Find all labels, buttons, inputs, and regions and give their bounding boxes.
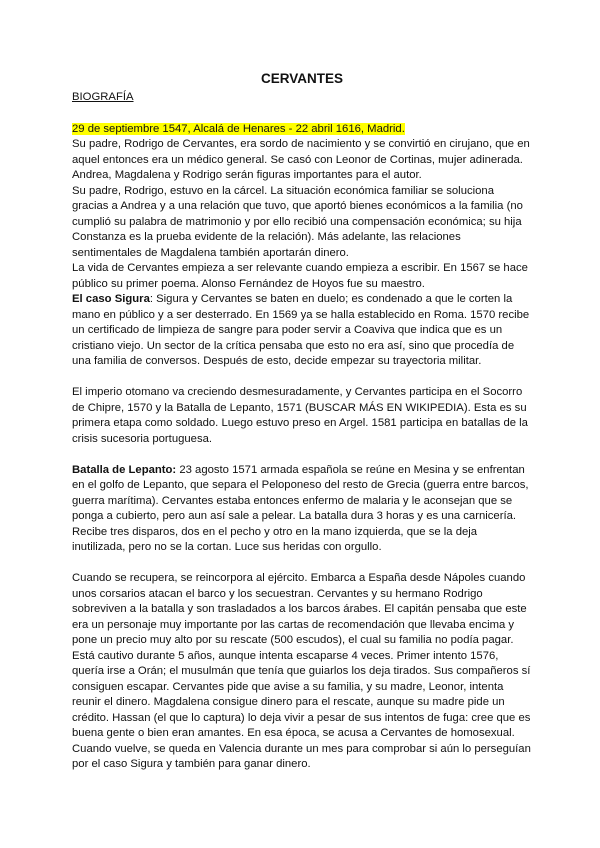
text-lepanto: 23 agosto 1571 armada española se reúne en Mesina y se enfrentan en el golfo de Lepanto, que separa el Peloponeso del resto de Grecia (guerra entre barcos, guerra marítima). Cervantes estaba entonces enfermo de malaria y le aconsejan que se ponga a cubierto, pero aun así sale a pelear. La batalla dura 3 horas y es una carnicería. Recibe tres disparos, dos en el pecho y otro en la mano izquierda, que se la deja inutilizada, pero no se la cortan. Luce sus heridas con orgullo. (72, 463, 529, 553)
text-caso-sigura: : Sigura y Cervantes se baten en duelo; es condenado a que le corten la mano en público y a ser desterrado. En 1569 ya se halla establecido en Roma. 1570 recibe un certificado de limpieza de sangre para poder servir a Coaviva que indica que es un cristiano viejo. Un sector de la crítica pensaba que esto no era así, sino que procedía de una familia de conversos. Después de esto, decide empezar su trayectoria militar. (72, 293, 530, 367)
label-lepanto: Batalla de Lepanto: (72, 463, 177, 476)
label-caso-sigura: El caso Sigura (72, 293, 150, 305)
highlighted-dates: 29 de septiembre 1547, Alcalá de Henares - 22 abril 1616, Madrid. (72, 122, 405, 135)
paragraph-finances: Su padre, Rodrigo, estuvo en la cárcel. La situación económica familiar se soluciona gracias a Andrea y a una relación que tuvo, que aportó bienes económicos a la familia (no cumplió su palabra de matrimonio y por ello recibió una compensación económica; su hija Constanza es la prueba evidente de la relación). Más adelante, las relaciones sentimentales de Magdalena también aportarán dinero. (72, 184, 523, 259)
paragraph-caso-sigura (72, 292, 532, 370)
paragraph-lepanto (72, 463, 532, 556)
paragraph-ottoman-empire: El imperio otomano va creciendo desmesuradamente, y Cervantes participa en el Socorro de Chipre, 1570 y la Batalla de Lepanto, 1571 (BUSCAR MÁS EN WIKIPEDIA). Esta es su primera etapa como soldado. Luego estuvo preso en Argel. 1581 participa en batallas de la crisis sucesoria portuguesa. (72, 386, 528, 445)
section-heading-biografia: BIOGRAFÍA (72, 91, 134, 103)
paragraph-family: Su padre, Rodrigo de Cervantes, era sordo de nacimiento y se convirtió en cirujano, que en aquel entonces era un médico general. Se casó con Leonor de Cortinas, mujer adinerada. Andrea, Magdalena y Rodrigo serán figuras importantes para el autor. (72, 138, 530, 181)
paragraph-captivity: Cuando se recupera, se reincorpora al ejército. Embarca a España desde Nápoles cuando unos corsarios atacan el barco y los secuestran. Cervantes y su hermano Rodrigo sobreviven a la batalla y son trasladados a los barcos árabes. El capitán pensaba que este era un personaje muy importante por las cartas de recomendación que llevaba encima y pone un precio muy alto por su rescate (500 escudos), el cual su familia no podía pagar. Está cautivo durante 5 años, aunque intenta escaparse 4 veces. Primer intento 1576, quería irse a Orán; el musulmán que tenía que guiarlos los deja tirados. Sus compañeros sí consiguen escapar. Cervantes pide que avise a su familia, y su madre, Leonor, intenta reunir el dinero. Magdalena consigue dinero para el rescate, aunque su madre pide un crédito. Hassan (el que lo captura) lo deja vivir a pesar de sus intentos de fuga: cree que es buena gente o bien eran amantes. En esa época, se acusa a Cervantes de homosexual. Cuando vuelve, se queda en Valencia durante un mes para comprobar si aún lo perseguían por el caso Sigura y también para ganar dinero. (72, 572, 531, 770)
paragraph-dates (72, 122, 532, 138)
document-title: CERVANTES (260, 71, 343, 86)
document-page (72, 70, 532, 773)
paragraph-writing: La vida de Cervantes empieza a ser relevante cuando empieza a escribir. En 1567 se hace público su primer poema. Alonso Fernández de Hoyos fue su maestro. (72, 262, 528, 290)
